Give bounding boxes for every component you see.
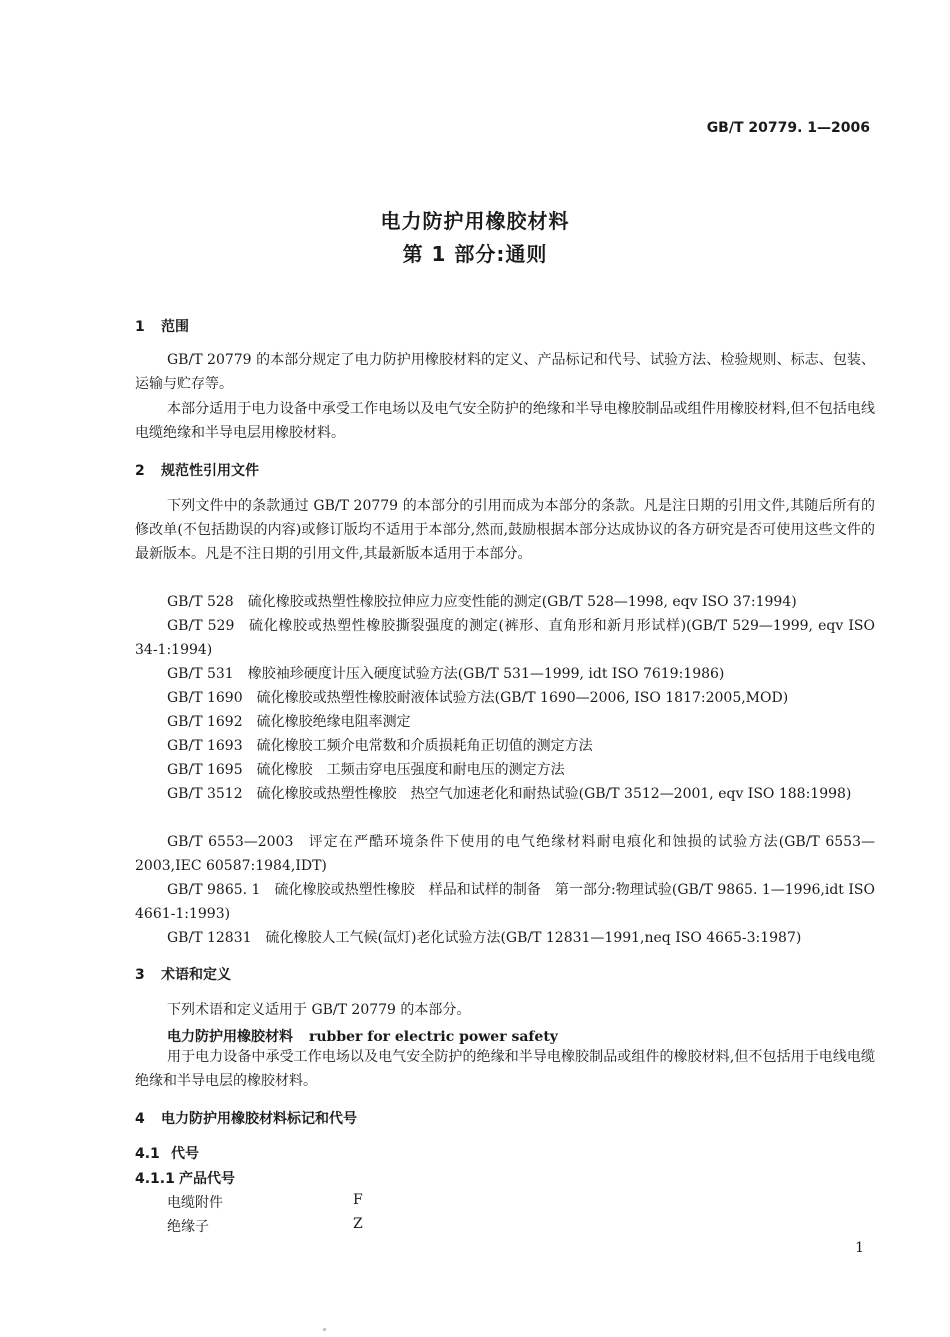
term-entry	[167, 1026, 558, 1046]
section-title: 产品代号	[179, 1171, 235, 1187]
reference-item	[135, 782, 875, 806]
section-4-1-heading	[135, 1143, 199, 1163]
section-3-paragraph-2: 用于电力设备中承受工作电场以及电气安全防护的绝缘和半导电橡胶制品或组件的橡胶材料,但不包括用于电线电缆绝缘和半导电层的橡胶材料。	[135, 1049, 875, 1089]
reference-text: 硫化橡胶或热塑性橡胶撕裂强度的测定(裤形、直角形和新月形试样)(GB/T 529—1999, eqv ISO 34-1:1994)	[135, 618, 875, 658]
reference-item	[135, 734, 875, 758]
section-4-heading	[135, 1108, 357, 1128]
section-1-paragraph-1: GB/T 20779 的本部分规定了电力防护用橡胶材料的定义、产品标记和代号、试验方法、检验规则、标志、包装、运输与贮存等。	[135, 352, 875, 392]
reference-code: GB/T 1693	[167, 738, 243, 754]
section-title: 范围	[161, 319, 189, 335]
reference-code: GB/T 1692	[167, 714, 243, 730]
scan-speck	[323, 1328, 326, 1331]
section-title: 术语和定义	[161, 967, 231, 983]
term-chinese: 电力防护用橡胶材料	[167, 1029, 293, 1045]
reference-code: GB/T 1690	[167, 690, 243, 706]
product-name: 绝缘子	[167, 1219, 209, 1235]
section-title: 代号	[171, 1146, 199, 1162]
reference-item	[135, 662, 875, 686]
product-name: 电缆附件	[167, 1195, 223, 1211]
section-title: 规范性引用文件	[161, 463, 259, 479]
reference-item	[135, 878, 875, 926]
section-number: 3	[135, 967, 145, 983]
reference-text: 橡胶袖珍硬度计压入硬度试验方法(GB/T 531—1999, idt ISO 7619:1986)	[247, 666, 725, 682]
reference-text: 硫化橡胶或热塑性橡胶耐液体试验方法(GB/T 1690—2006, ISO 1817:2005,MOD)	[256, 690, 789, 706]
standard-code: GB/T 20779. 1—2006	[706, 120, 870, 136]
reference-text: 硫化橡胶或热塑性橡胶 样品和试样的制备 第一部分:物理试验(GB/T 9865. 1—1996,idt ISO 4661-1:1993)	[135, 882, 875, 922]
section-2-heading	[135, 460, 259, 480]
section-number: 1	[135, 319, 145, 335]
reference-item	[135, 710, 875, 734]
reference-text: 硫化橡胶或热塑性橡胶 热空气加速老化和耐热试验(GB/T 3512—2001, eqv ISO 188:1998)	[256, 786, 852, 802]
reference-item	[135, 614, 875, 662]
reference-code: GB/T 529	[167, 618, 235, 634]
reference-item	[135, 758, 875, 782]
reference-code: GB/T 528	[167, 594, 234, 610]
reference-item	[135, 830, 875, 878]
code-row	[167, 1192, 363, 1212]
product-code: F	[353, 1192, 363, 1208]
section-3-heading	[135, 964, 231, 984]
reference-item	[135, 686, 875, 710]
section-1-heading	[135, 316, 189, 336]
section-title: 电力防护用橡胶材料标记和代号	[161, 1111, 357, 1127]
section-2-paragraph-1: 下列文件中的条款通过 GB/T 20779 的本部分的引用而成为本部分的条款。凡是注日期的引用文件,其随后所有的修改单(不包括勘误的内容)或修订版均不适用于本部分,然而,鼓励根据本部分达成协议的各方研究是否可使用这些文件的最新版本。凡是不注日期的引用文件,其最新版本适用于本部分。	[135, 498, 875, 562]
section-number: 4	[135, 1111, 145, 1127]
reference-item	[135, 590, 875, 614]
section-number: 2	[135, 463, 145, 479]
document-subtitle: 第 1 部分:通则	[402, 242, 548, 266]
reference-code: GB/T 531	[167, 666, 234, 682]
reference-code: GB/T 3512	[167, 786, 243, 802]
reference-text: 硫化橡胶 工频击穿电压强度和耐电压的测定方法	[256, 762, 565, 778]
reference-text: 评定在严酷环境条件下使用的电气绝缘材料耐电痕化和蚀损的试验方法(GB/T 6553—2003,IEC 60587:1984,IDT)	[135, 834, 875, 874]
reference-code: GB/T 6553—2003	[167, 834, 294, 850]
reference-item	[135, 926, 875, 950]
section-number: 4.1.1	[135, 1171, 175, 1187]
reference-text: 硫化橡胶工频介电常数和介质损耗角正切值的测定方法	[256, 738, 593, 754]
page-number: 1	[855, 1240, 864, 1256]
section-number: 4.1	[135, 1146, 160, 1162]
reference-code: GB/T 9865. 1	[167, 882, 261, 898]
term-english: rubber for electric power safety	[309, 1029, 558, 1045]
code-row	[167, 1216, 363, 1236]
reference-text: 硫化橡胶或热塑性橡胶拉伸应力应变性能的测定(GB/T 528—1998, eqv ISO 37:1994)	[247, 594, 797, 610]
reference-text: 硫化橡胶人工气候(氙灯)老化试验方法(GB/T 12831—1991,neq ISO 4665-3:1987)	[265, 930, 802, 946]
section-4-1-1-heading	[135, 1168, 235, 1188]
section-3-paragraph-1: 下列术语和定义适用于 GB/T 20779 的本部分。	[167, 1002, 471, 1018]
reference-code: GB/T 12831	[167, 930, 252, 946]
document-title: 电力防护用橡胶材料	[380, 209, 570, 233]
reference-code: GB/T 1695	[167, 762, 243, 778]
section-1-paragraph-2: 本部分适用于电力设备中承受工作电场以及电气安全防护的绝缘和半导电橡胶制品或组件用橡胶材料,但不包括电线电缆绝缘和半导电层用橡胶材料。	[135, 401, 875, 441]
product-code: Z	[353, 1216, 363, 1232]
reference-text: 硫化橡胶绝缘电阻率测定	[256, 714, 411, 730]
